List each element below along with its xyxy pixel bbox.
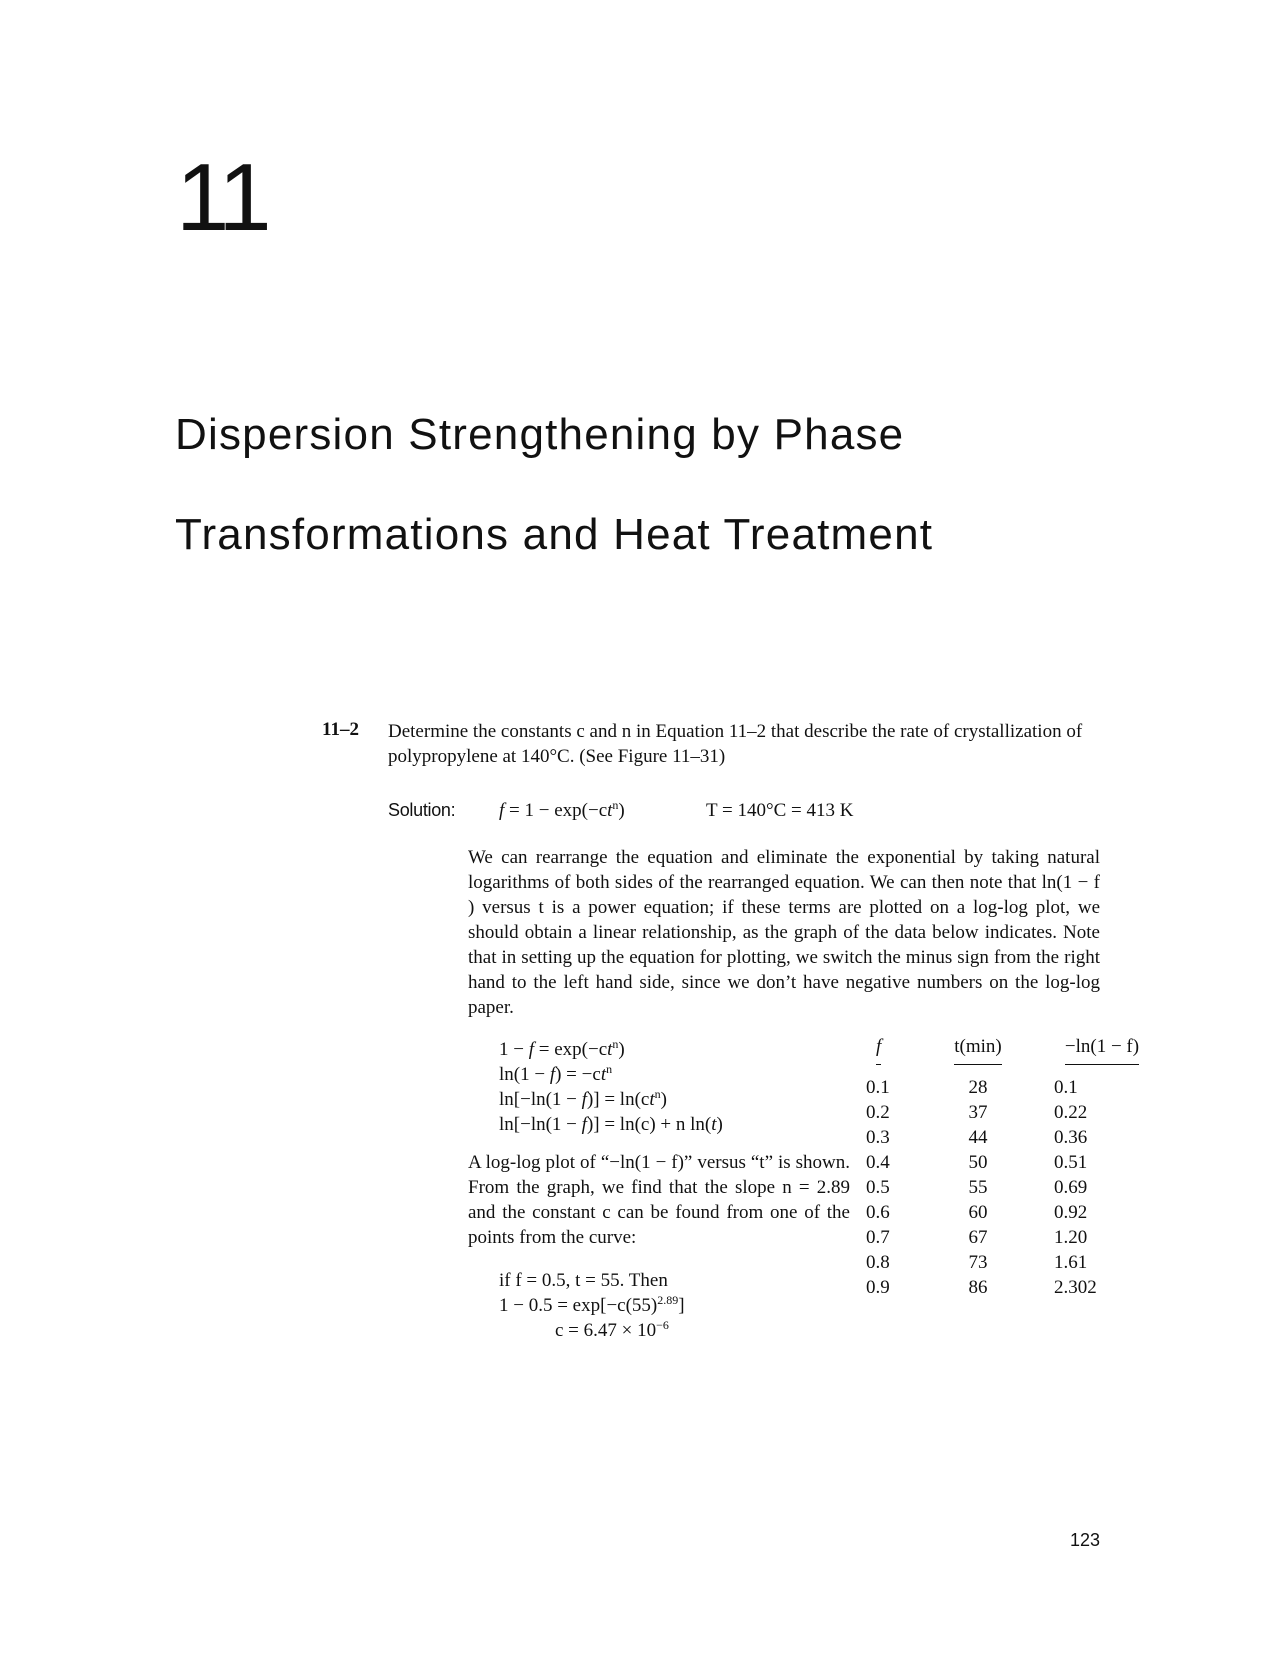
table-cell: 0.1 [866,1077,890,1098]
table-cell: 0.4 [866,1152,890,1173]
table-cell: 0.7 [866,1227,890,1248]
table-row [866,1250,1174,1275]
table-cell: 73 [968,1252,988,1273]
chapter-title-line-2: Transformations and Heat Treatment [175,510,934,559]
chapter-number: 11 [176,144,268,251]
table-cell: 0.36 [1054,1127,1088,1148]
table-cell: 86 [968,1277,988,1298]
table-cell: 28 [968,1077,988,1098]
derivation-equations [499,1037,723,1137]
derivation-line-3: $\ln[-\ln(1 - f)] = \ln(ct^n)$ [499,1087,667,1110]
table-cell: 55 [968,1177,988,1198]
chapter-title-line-1: Dispersion Strengthening by Phase [175,410,905,459]
table-row [866,1175,1174,1200]
calculation-line-1: if f = 0.5, t = 55. Then [499,1270,668,1291]
table-row [866,1100,1174,1125]
temperature-equation: T = 140°C = 413 K [706,800,854,821]
table-cell: 0.8 [866,1252,890,1273]
table-cell: 0.92 [1054,1202,1088,1223]
derivation-line-2: $\ln(1 - f) = -ct^n$ [499,1062,613,1085]
table-header-t: t(min) [926,1036,1030,1069]
table-row [866,1125,1174,1150]
problem-number: 11–2 [322,719,359,740]
table-cell: 37 [968,1102,988,1123]
table-row [866,1225,1174,1250]
table-cell: 1.61 [1054,1252,1088,1273]
solution-label: Solution: [388,800,456,820]
calculation-block [499,1268,685,1343]
table-row [866,1150,1174,1175]
data-table [866,1036,1174,1300]
table-cell: 0.6 [866,1202,890,1223]
table-cell: 0.51 [1054,1152,1088,1173]
table-header-ln: −ln(1 − f) [1030,1036,1174,1069]
table-row [866,1069,1174,1100]
table-cell: 50 [968,1152,988,1173]
table-row [866,1275,1174,1300]
problem-statement: Determine the constants c and n in Equation 11–2 that describe the rate of crystallization of polypropylene at 140°C. (See Figure 11–31) [388,721,1083,767]
table-cell: 0.1 [1054,1077,1078,1098]
table-header-row [866,1036,1174,1069]
table-cell: 0.9 [866,1277,890,1298]
chapter-title [175,385,1225,585]
table-cell: 67 [968,1227,988,1248]
rate-equation: $f = 1 - \exp(-ct^n)$ [499,798,625,821]
table-header-f: f [866,1036,926,1069]
table-cell: 2.302 [1054,1277,1097,1298]
table-cell: 0.2 [866,1102,890,1123]
derivation-line-1: $1 - f = \exp(-ct^n)$ [499,1037,625,1060]
table-cell: 0.3 [866,1127,890,1148]
table-cell: 0.5 [866,1177,890,1198]
table-row [866,1200,1174,1225]
table-cell: 60 [968,1202,988,1223]
table-cell: 1.20 [1054,1227,1088,1248]
derivation-line-4: ln[−ln(1 − f)] = ln(c) + n ln(t) [499,1114,723,1135]
solution-paragraph-1: We can rearrange the equation and eliminate the exponential by taking natural logarithms of both sides of the rearranged equation. We can then note that ln(1 − f ) versus t is a power equation; if these terms are plotted on a log-log plot, we should obtain a linear relationship, as the graph of the data below indicates. Note that in setting up the equation for plotting, we switch the minus sign from the right hand to the left hand side, since we don’t have negative numbers on the log-log paper. [468,847,1100,1018]
calculation-line-2: $1 - 0.5 = \exp[-c(55)^{2.89}]$ [499,1293,685,1316]
calculation-line-3: $c = 6.47 \times 10^{-6}$ [555,1318,669,1341]
table-cell: 0.22 [1054,1102,1088,1123]
solution-paragraph-2: A log-log plot of “−ln(1 − f)” versus “t” is shown. From the graph, we find that the slope n = 2.89 and the constant c can be found from one of the points from the curve: [468,1152,850,1248]
page-number: 123 [1070,1530,1101,1550]
table-cell: 44 [968,1127,988,1148]
table-cell: 0.69 [1054,1177,1088,1198]
